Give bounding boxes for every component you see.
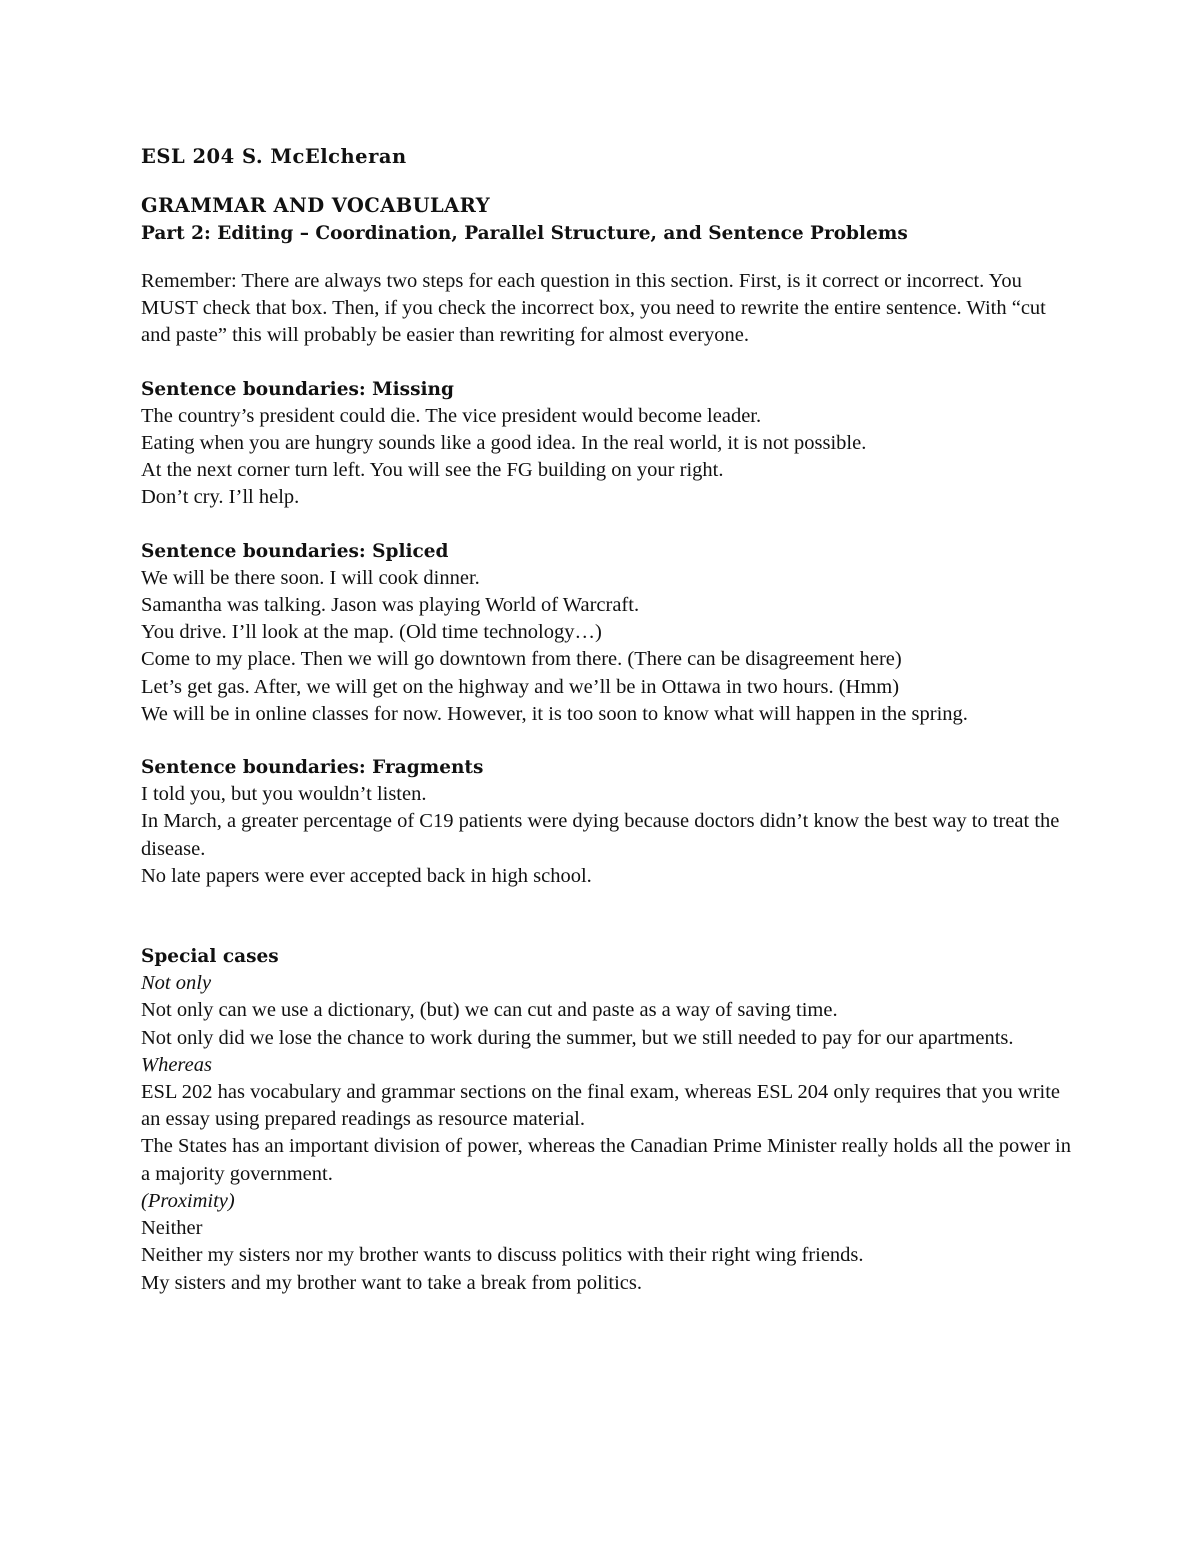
subcase-label-proximity: (Proximity) <box>141 1189 235 1212</box>
section-fragments <box>141 754 1071 890</box>
example-sentence: Not only can we use a dictionary, (but) we can cut and paste as a way of saving time. <box>141 999 838 1022</box>
document-title: ESL 204 S. McElcheran <box>141 145 407 168</box>
example-sentence: In March, a greater percentage of C19 patients were dying because doctors didn’t know the best way to treat the disease. <box>141 810 1060 860</box>
subcase-label-neither: Neither <box>141 1217 203 1240</box>
example-sentence: The States has an important division of power, whereas the Canadian Prime Minister really holds all the power in a majority government. <box>141 1135 1071 1185</box>
example-sentence: No late papers were ever accepted back in high school. <box>141 864 592 887</box>
example-sentence: I told you, but you wouldn’t listen. <box>141 783 427 806</box>
example-sentence: Come to my place. Then we will go downtown from there. (There can be disagreement here) <box>141 648 902 671</box>
intro-paragraph: Remember: There are always two steps for each question in this section. First, is it correct or incorrect. You MUST check that box. Then, if you check the incorrect box, you need to rewrite the entire sentence. With “cut and paste” this will probably be easier than rewriting for almost everyone. <box>141 270 1046 347</box>
document-subheading: Part 2: Editing – Coordination, Parallel Structure, and Sentence Problems <box>141 223 908 244</box>
example-sentence: Let’s get gas. After, we will get on the highway and we’ll be in Ottawa in two hours. (Hmm) <box>141 675 900 698</box>
document-page <box>141 143 1071 1323</box>
example-sentence: Not only did we lose the chance to work during the summer, but we still needed to pay for our apartments. <box>141 1026 1014 1049</box>
section-spliced <box>141 538 1071 728</box>
example-sentence: At the next corner turn left. You will see the FG building on your right. <box>141 459 724 482</box>
example-sentence: Don’t cry. I’ll help. <box>141 486 300 509</box>
example-sentence: Samantha was talking. Jason was playing World of Warcraft. <box>141 594 640 617</box>
subcase-label-whereas: Whereas <box>141 1053 212 1076</box>
example-sentence: We will be there soon. I will cook dinner. <box>141 566 480 589</box>
section-title: Sentence boundaries: Spliced <box>141 540 449 562</box>
example-sentence: We will be in online classes for now. However, it is too soon to know what will happen in the spring. <box>141 702 968 725</box>
example-sentence: The country’s president could die. The vice president would become leader. <box>141 404 762 427</box>
subcase-label-not-only: Not only <box>141 972 212 995</box>
example-sentence: You drive. I’ll look at the map. (Old time technology…) <box>141 621 602 644</box>
example-sentence: My sisters and my brother want to take a break from politics. <box>141 1271 642 1294</box>
section-title: Sentence boundaries: Missing <box>141 378 454 400</box>
example-sentence: ESL 202 has vocabulary and grammar sections on the final exam, whereas ESL 204 only requires that you write an essay using prepared readings as resource material. <box>141 1081 1061 1131</box>
section-title: Sentence boundaries: Fragments <box>141 757 484 779</box>
section-title: Special cases <box>141 946 279 968</box>
document-heading: GRAMMAR AND VOCABULARY <box>141 194 491 217</box>
section-missing <box>141 376 1071 512</box>
example-sentence: Eating when you are hungry sounds like a good idea. In the real world, it is not possible. <box>141 432 867 455</box>
section-special-cases <box>141 943 1071 1297</box>
example-sentence: Neither my sisters nor my brother wants to discuss politics with their right wing friends. <box>141 1244 864 1267</box>
